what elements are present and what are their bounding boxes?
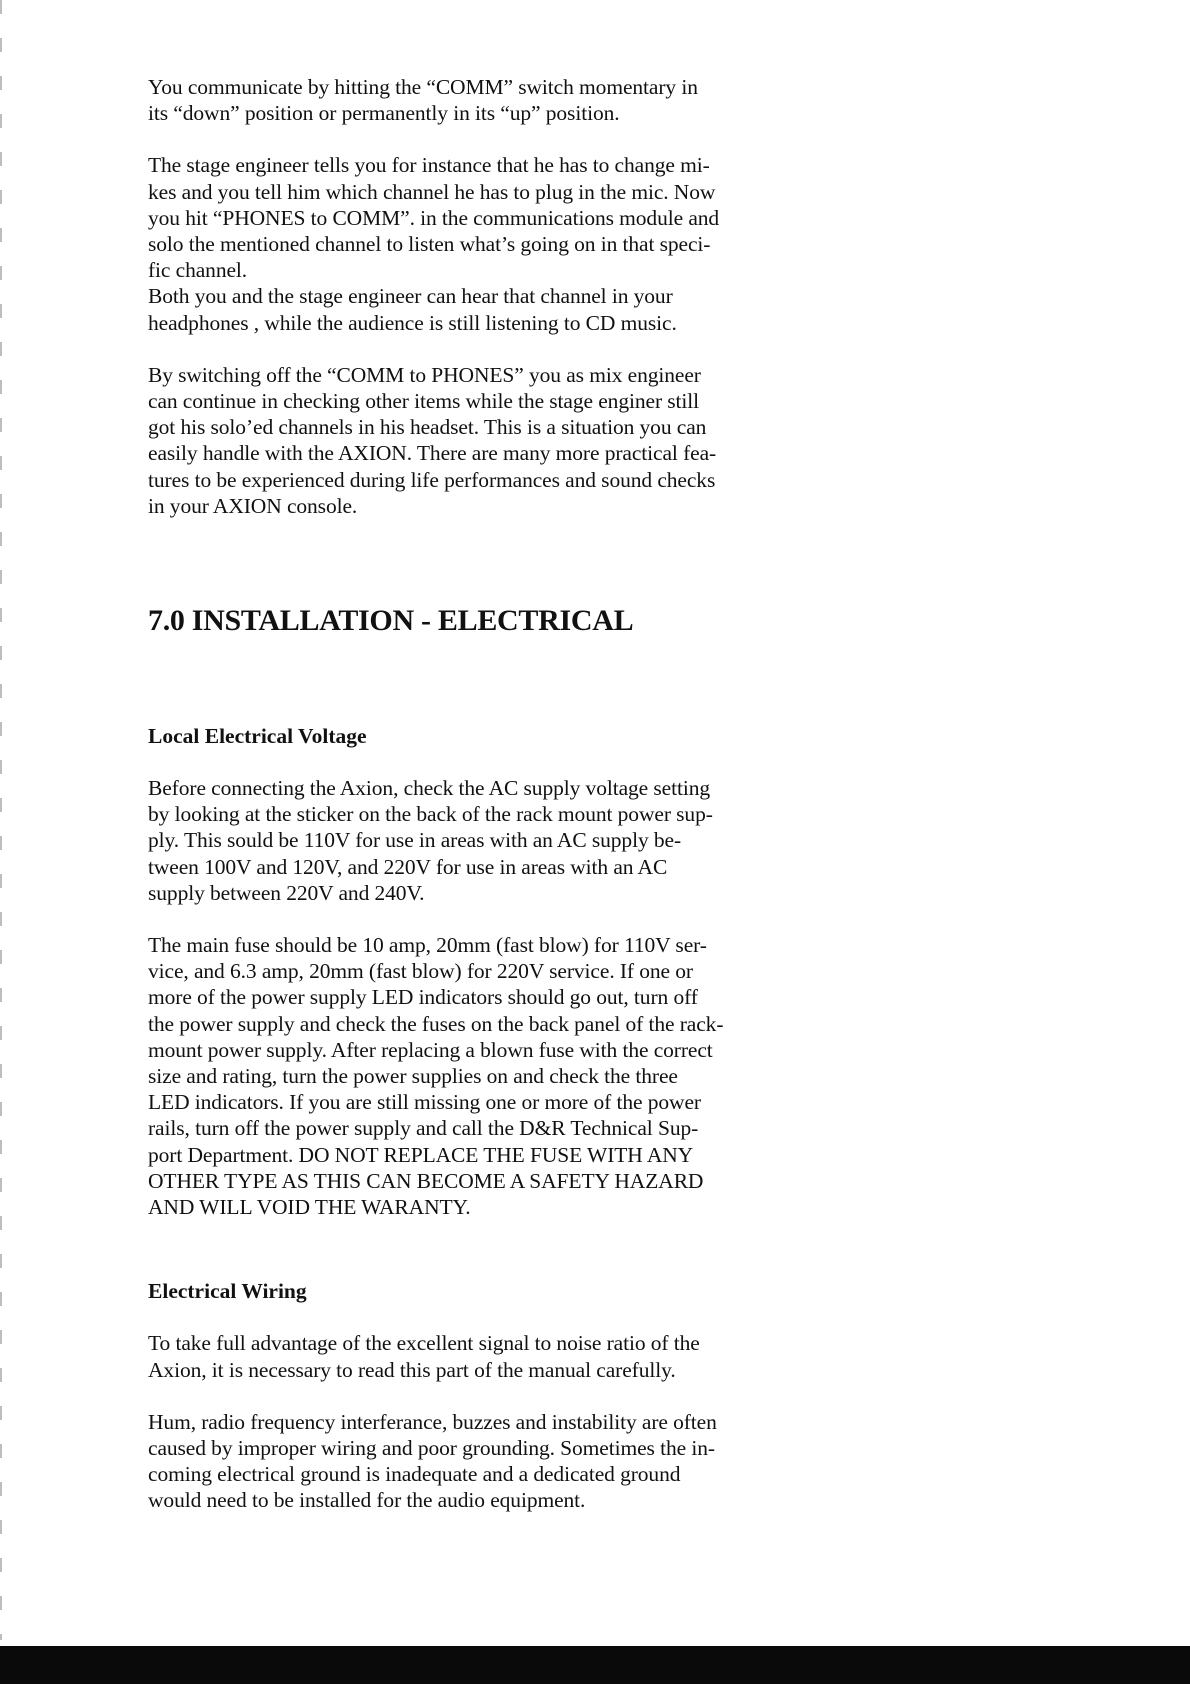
intro-paragraph-headphones: Both you and the stage engineer can hear that channel in your headphones , while the audience is still listening to CD music. xyxy=(148,284,677,335)
wiring-heading: Electrical Wiring xyxy=(148,1279,307,1304)
intro-paragraph-stage-engineer: The stage engineer tells you for instance that he has to change mi- kes and you tell him which channel he has to plug in the mic. Now you hit “PHONES to COMM”. in the communications module and solo the mentioned channel to listen what’s going on in that speci- fic channel. xyxy=(148,153,720,283)
intro-paragraph-comm-to-phones: By switching off the “COMM to PHONES” you as mix engineer can continue in checking other items while the stage enginer still got his solo’ed channels in his headset. This is a situation you can easily handle with the AXION. There are many more practical fea- tures to be experienced during life performances and sound checks in your AXION console. xyxy=(148,362,717,518)
intro-paragraph-comm-switch: You communicate by hitting the “COMM” switch momentary in its “down” position or permanently in its “up” position. xyxy=(148,75,698,126)
voltage-paragraph-supply: Before connecting the Axion, check the AC supply voltage setting by looking at the sticker on the back of the rack mount power sup- ply. This sould be 110V for use in areas with an AC supply be- tween 100V and 120V, and 220V for use in areas with an AC supply between 220V and 240V. xyxy=(148,776,713,905)
wiring-paragraph-hum: Hum, radio frequency interferance, buzzes and instability are often caused by improper wiring and poor grounding. Sometimes the in- coming electrical ground is inadequate and a dedicated ground would need to be installed for the audio equipment. xyxy=(148,1409,717,1513)
page-content xyxy=(148,74,808,1514)
scan-left-edge xyxy=(0,0,2,1640)
scan-bottom-band xyxy=(0,1646,1190,1684)
voltage-heading: Local Electrical Voltage xyxy=(148,724,367,749)
section-title: 7.0 INSTALLATION - ELECTRICAL xyxy=(148,604,634,638)
wiring-paragraph-signal-noise: To take full advantage of the excellent signal to noise ratio of the Axion, it is necessary to read this part of the manual carefully. xyxy=(148,1331,700,1382)
voltage-paragraph-fuse: The main fuse should be 10 amp, 20mm (fast blow) for 110V ser- vice, and 6.3 amp, 20mm (fast blow) for 220V service. If one or more of the power supply LED indicators should go out, turn off the power supply and check the fuses on the back panel of the rack- mount power supply. After replacing a blown fuse with the correct size and rating, turn the power supplies on and check the three LED indicators. If you are still missing one or more of the power rails, turn off the power supply and call the D&R Technical Sup- port Department. DO NOT REPLACE THE FUSE WITH ANY OTHER TYPE AS THIS CAN BECOME A SAFETY HAZARD AND WILL VOID THE WARANTY. xyxy=(148,933,724,1220)
